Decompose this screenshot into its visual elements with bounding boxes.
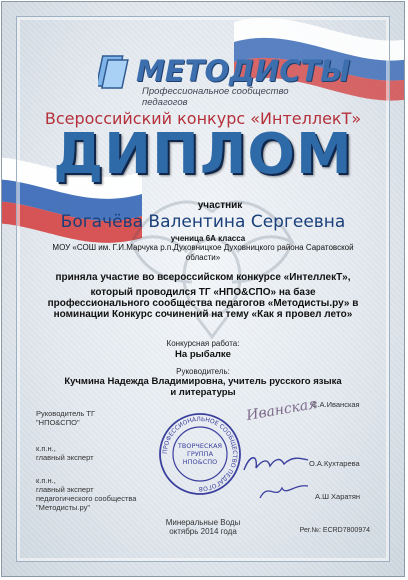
certificate-body — [46, 272, 360, 320]
signatory-1-title: Руководитель ТГ "НПО&СПО" — [36, 409, 96, 427]
signatory-3-name: А.Ш Харатян — [315, 492, 361, 501]
diploma-heading: ДИПЛОМ — [53, 122, 353, 187]
footer-date: октябрь 2014 года — [169, 527, 237, 536]
supervisor-name: Кучмина Надежда Владимировна, учитель русского языка и литературы — [64, 376, 342, 398]
work-title: На рыбалке — [175, 349, 231, 360]
body-line-1: приняла участие во всероссийском конкурсе «ИнтеллекТ», — [55, 272, 351, 283]
body-line-2: который проводился ТГ «НПО&СПО» на базе профессионального сообщества педагогов «Методисты.ру» в номинации Конкурс сочинений на тему «Как я провел лето» — [47, 287, 359, 320]
logo-title: МЕТОДИСТЫ — [136, 54, 351, 88]
work-label: Конкурсная работа: — [166, 339, 240, 348]
stamp-seal — [158, 412, 242, 496]
contest-title: Всероссийский конкурс «ИнтеллекТ» — [44, 109, 362, 128]
registration-number: Рег.№: ECRD7800974 — [299, 527, 370, 534]
footer-place: Минеральные Воды — [165, 518, 241, 527]
logo-subtitle: Профессиональное сообщество педагогов — [142, 86, 289, 108]
diploma-sheet — [1, 1, 405, 577]
participant-role: участник — [197, 200, 243, 211]
school-name: МОУ «СОШ им. Г.И.Марчука р.п.Духовницкое Духовницкого района Саратовской области» — [52, 243, 354, 262]
signatory-2-name: О.А.Кухтарева — [309, 459, 360, 468]
signatory-2-title: к.п.н., главный эксперт — [36, 444, 94, 462]
signatory-3-title: к.п.н., главный эксперт педагогического сообщества "Методисты.ру" — [36, 476, 137, 512]
supervisor-label: Руководитель: — [176, 367, 230, 376]
signature-ivanskaya: Иванская — [245, 395, 319, 425]
signature-kharatyan — [256, 480, 312, 504]
stamp-line-2: ГРУППА — [186, 450, 214, 458]
stamp-line-1: ТВОРЧЕСКАЯ — [177, 442, 223, 450]
student-class: ученица 6А класса — [170, 234, 246, 243]
stamp-ring-text: ПРОФЕССИОНАЛЬНОЕ СООБЩЕСТВО ПЕДАГОГОВ — [161, 415, 239, 493]
participant-name: Богачёва Валентина Сергеевна — [60, 212, 346, 232]
signatory-1-name: С.А.Иванская — [312, 400, 360, 409]
metodisty-logo — [98, 48, 351, 108]
stamp-line-3: НПО&СПО — [182, 458, 218, 466]
signature-kukhtareva — [240, 450, 312, 478]
